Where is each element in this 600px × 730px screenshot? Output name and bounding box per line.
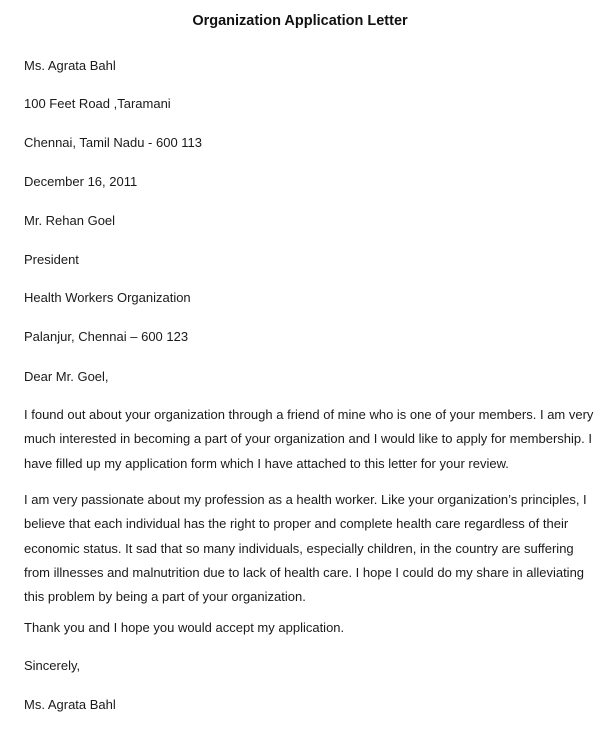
- signature-name: Ms. Agrata Bahl: [24, 697, 116, 712]
- salutation: Dear Mr. Goel,: [24, 369, 109, 384]
- paragraph-1-line: have filled up my application form which I have attached to this letter for your review.: [24, 455, 509, 471]
- paragraph-2-line: believe that each individual has the right to proper and complete health care regardless of their: [24, 516, 569, 532]
- closing: Sincerely,: [24, 658, 81, 673]
- paragraph-2-line: I am very passionate about my profession as a health worker. Like your organization’s principles, I: [24, 492, 587, 507]
- paragraph-1: [24, 403, 592, 476]
- sender-city: Chennai, Tamil Nadu - 600 113: [24, 135, 203, 150]
- recipient-organization: Health Workers Organization: [24, 290, 191, 305]
- recipient-position: President: [24, 252, 79, 267]
- paragraph-1-line: much interested in becoming a part of your organization and I would like to apply for membership. I: [24, 431, 592, 447]
- sender-street: 100 Feet Road ,Taramani: [24, 96, 171, 111]
- paragraph-2-line: economic status. It sad that so many individuals, especially children, in the country are suffering: [24, 540, 574, 556]
- document-title: Organization Application Letter: [192, 13, 408, 29]
- letter-date: December 16, 2011: [24, 174, 138, 189]
- paragraph-2: [24, 488, 592, 609]
- recipient-address: Palanjur, Chennai – 600 123: [24, 329, 189, 344]
- sender-name: Ms. Agrata Bahl: [24, 58, 116, 73]
- paragraph-1-line: I found out about your organization through a friend of mine who is one of your members. I am very: [24, 407, 594, 422]
- paragraph-2-line: from illnesses and malnutrition due to lack of health care. I hope I could do my share in alleviating: [24, 564, 585, 580]
- paragraph-2-line: this problem by being a part of your organization.: [24, 589, 306, 605]
- paragraph-3: Thank you and I hope you would accept my application.: [24, 620, 345, 635]
- recipient-name: Mr. Rehan Goel: [24, 213, 116, 228]
